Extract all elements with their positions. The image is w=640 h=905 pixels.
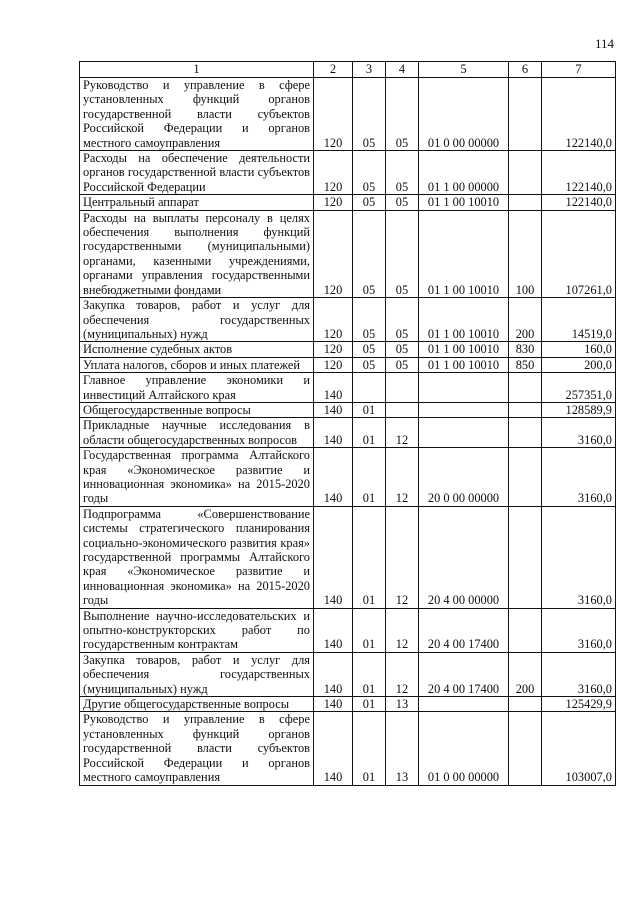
table-row — [80, 357, 616, 372]
expense-type-cell — [509, 608, 542, 652]
section-cell: 05 — [353, 342, 386, 357]
target-article-cell: 01 0 00 00000 — [419, 78, 509, 151]
expense-type-cell — [509, 712, 542, 785]
admin-code-cell: 120 — [314, 151, 353, 195]
admin-code-cell: 140 — [314, 373, 353, 403]
expense-type-cell — [509, 402, 542, 417]
page-number: 114 — [594, 36, 614, 51]
target-article-cell — [419, 402, 509, 417]
admin-code-cell: 140 — [314, 506, 353, 608]
target-article-cell: 01 1 00 00000 — [419, 151, 509, 195]
admin-code-cell: 140 — [314, 697, 353, 712]
expense-type-cell — [509, 373, 542, 403]
row-name-cell: Общегосударственные вопросы — [80, 402, 314, 417]
subsection-cell: 12 — [386, 418, 419, 448]
admin-code-cell: 140 — [314, 652, 353, 696]
amount-cell: 122140,0 — [542, 78, 616, 151]
subsection-cell: 05 — [386, 298, 419, 342]
table-row — [80, 608, 616, 652]
section-cell: 05 — [353, 151, 386, 195]
table-row — [80, 195, 616, 210]
admin-code-cell: 140 — [314, 448, 353, 507]
header-row — [80, 62, 616, 78]
subsection-cell: 13 — [386, 712, 419, 785]
expense-type-cell — [509, 418, 542, 448]
expense-type-cell — [509, 506, 542, 608]
column-header: 7 — [542, 62, 616, 78]
amount-cell: 3160,0 — [542, 418, 616, 448]
subsection-cell: 12 — [386, 448, 419, 507]
amount-cell: 14519,0 — [542, 298, 616, 342]
section-cell: 01 — [353, 697, 386, 712]
row-name-cell: Другие общегосударственные вопросы — [80, 697, 314, 712]
target-article-cell: 01 0 00 00000 — [419, 712, 509, 785]
table-row — [80, 712, 616, 785]
expense-type-cell: 200 — [509, 652, 542, 696]
target-article-cell — [419, 418, 509, 448]
table-row — [80, 78, 616, 151]
target-article-cell: 01 1 00 10010 — [419, 357, 509, 372]
row-name-cell: Выполнение научно-исследовательских и опытно-конструкторских работ по государственным контрактам — [80, 608, 314, 652]
table-body — [80, 78, 616, 786]
row-name-cell: Руководство и управление в сфере установленных функций органов государственной власти субъектов Российской Федерации и органов местного самоуправления — [80, 712, 314, 785]
row-name-cell: Расходы на выплаты персоналу в целях обеспечения выполнения функций государственными (муниципальными) органами, казенными учреждениями, органами управления государственными внебюджетными фондами — [80, 210, 314, 297]
column-header: 4 — [386, 62, 419, 78]
column-header: 5 — [419, 62, 509, 78]
amount-cell: 3160,0 — [542, 652, 616, 696]
table-row — [80, 342, 616, 357]
table-row — [80, 697, 616, 712]
section-cell: 05 — [353, 195, 386, 210]
admin-code-cell: 120 — [314, 195, 353, 210]
amount-cell: 122140,0 — [542, 195, 616, 210]
subsection-cell: 12 — [386, 652, 419, 696]
row-name-cell: Прикладные научные исследования в области общегосударственных вопросов — [80, 418, 314, 448]
expense-type-cell: 850 — [509, 357, 542, 372]
amount-cell: 257351,0 — [542, 373, 616, 403]
table-row — [80, 402, 616, 417]
target-article-cell: 01 1 00 10010 — [419, 298, 509, 342]
row-name-cell: Главное управление экономики и инвестиций Алтайского края — [80, 373, 314, 403]
subsection-cell: 12 — [386, 608, 419, 652]
row-name-cell: Уплата налогов, сборов и иных платежей — [80, 357, 314, 372]
amount-cell: 125429,9 — [542, 697, 616, 712]
section-cell — [353, 373, 386, 403]
subsection-cell: 05 — [386, 78, 419, 151]
admin-code-cell: 140 — [314, 418, 353, 448]
section-cell: 01 — [353, 418, 386, 448]
amount-cell: 3160,0 — [542, 506, 616, 608]
column-header: 3 — [353, 62, 386, 78]
section-cell: 05 — [353, 78, 386, 151]
row-name-cell: Центральный аппарат — [80, 195, 314, 210]
target-article-cell: 01 1 00 10010 — [419, 210, 509, 297]
table-row — [80, 448, 616, 507]
section-cell: 01 — [353, 608, 386, 652]
column-header: 1 — [80, 62, 314, 78]
table-row — [80, 298, 616, 342]
section-cell: 05 — [353, 210, 386, 297]
row-name-cell: Подпрограмма «Совершенствование системы стратегического планирования социально-экономического развития края» государственной программы Алтайского края «Экономическое развитие и инновационная экономика» на 2015-2020 годы — [80, 506, 314, 608]
subsection-cell: 05 — [386, 342, 419, 357]
section-cell: 01 — [353, 506, 386, 608]
admin-code-cell: 120 — [314, 357, 353, 372]
column-header: 6 — [509, 62, 542, 78]
table-row — [80, 151, 616, 195]
section-cell: 01 — [353, 712, 386, 785]
table-row — [80, 210, 616, 297]
target-article-cell — [419, 373, 509, 403]
subsection-cell — [386, 402, 419, 417]
admin-code-cell: 120 — [314, 210, 353, 297]
expense-type-cell: 200 — [509, 298, 542, 342]
expense-type-cell: 100 — [509, 210, 542, 297]
target-article-cell: 20 4 00 17400 — [419, 652, 509, 696]
subsection-cell: 05 — [386, 195, 419, 210]
admin-code-cell: 120 — [314, 342, 353, 357]
admin-code-cell: 140 — [314, 608, 353, 652]
table-row — [80, 652, 616, 696]
expense-type-cell — [509, 151, 542, 195]
subsection-cell: 05 — [386, 151, 419, 195]
target-article-cell: 01 1 00 10010 — [419, 342, 509, 357]
admin-code-cell: 140 — [314, 712, 353, 785]
section-cell: 01 — [353, 448, 386, 507]
expense-type-cell — [509, 78, 542, 151]
subsection-cell: 12 — [386, 506, 419, 608]
admin-code-cell: 120 — [314, 78, 353, 151]
table-row — [80, 506, 616, 608]
amount-cell: 128589,9 — [542, 402, 616, 417]
amount-cell: 160,0 — [542, 342, 616, 357]
section-cell: 01 — [353, 652, 386, 696]
amount-cell: 200,0 — [542, 357, 616, 372]
amount-cell: 122140,0 — [542, 151, 616, 195]
amount-cell: 107261,0 — [542, 210, 616, 297]
section-cell: 05 — [353, 298, 386, 342]
subsection-cell: 13 — [386, 697, 419, 712]
amount-cell: 103007,0 — [542, 712, 616, 785]
amount-cell: 3160,0 — [542, 448, 616, 507]
amount-cell: 3160,0 — [542, 608, 616, 652]
row-name-cell: Руководство и управление в сфере установленных функций органов государственной власти субъектов Российской Федерации и органов местного самоуправления — [80, 78, 314, 151]
expense-type-cell — [509, 697, 542, 712]
subsection-cell: 05 — [386, 210, 419, 297]
target-article-cell: 20 4 00 00000 — [419, 506, 509, 608]
section-cell: 01 — [353, 402, 386, 417]
subsection-cell — [386, 373, 419, 403]
target-article-cell: 20 4 00 17400 — [419, 608, 509, 652]
expense-type-cell: 830 — [509, 342, 542, 357]
target-article-cell: 20 0 00 00000 — [419, 448, 509, 507]
expense-type-cell — [509, 195, 542, 210]
row-name-cell: Государственная программа Алтайского края «Экономическое развитие и инновационная экономика» на 2015-2020 годы — [80, 448, 314, 507]
section-cell: 05 — [353, 357, 386, 372]
admin-code-cell: 120 — [314, 298, 353, 342]
row-name-cell: Расходы на обеспечение деятельности органов государственной власти субъектов Российской Федерации — [80, 151, 314, 195]
admin-code-cell: 140 — [314, 402, 353, 417]
table-row — [80, 373, 616, 403]
subsection-cell: 05 — [386, 357, 419, 372]
row-name-cell: Закупка товаров, работ и услуг для обеспечения государственных (муниципальных) нужд — [80, 652, 314, 696]
row-name-cell: Исполнение судебных актов — [80, 342, 314, 357]
budget-table — [79, 61, 616, 786]
column-header: 2 — [314, 62, 353, 78]
target-article-cell — [419, 697, 509, 712]
row-name-cell: Закупка товаров, работ и услуг для обеспечения государственных (муниципальных) нужд — [80, 298, 314, 342]
table-row — [80, 418, 616, 448]
expense-type-cell — [509, 448, 542, 507]
target-article-cell: 01 1 00 10010 — [419, 195, 509, 210]
